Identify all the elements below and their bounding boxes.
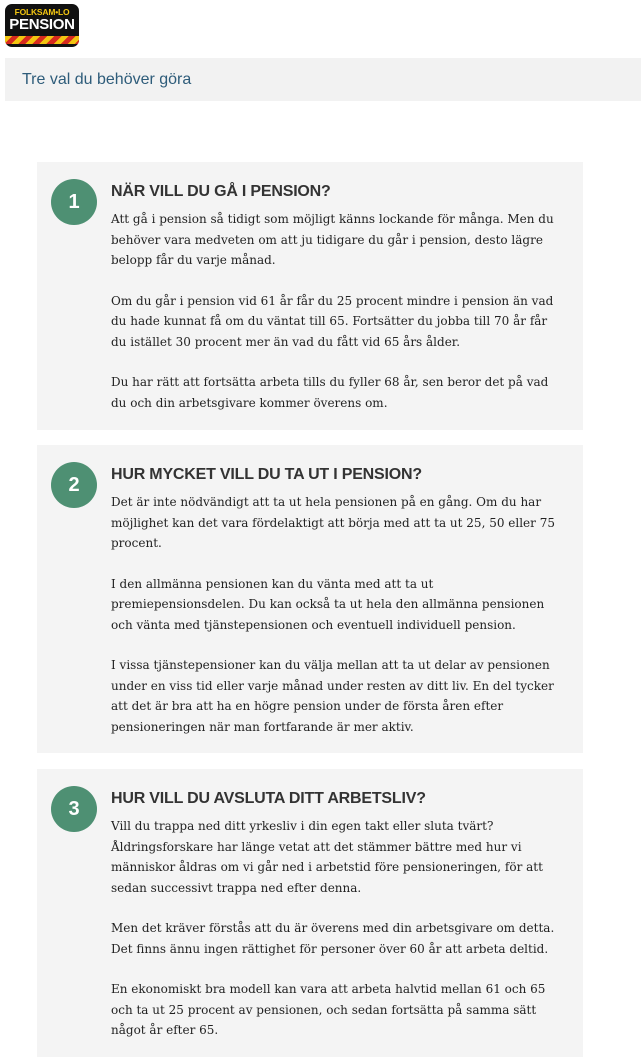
card-body	[111, 181, 563, 413]
card-paragraph: I den allmänna pensionen kan du vänta med att ta ut premiepensionsdelen. Du kan också ta ut hela den allmänna pensionen och vänta med tjänstepensionen och eventuell individuell pension.	[111, 576, 545, 632]
step-number-badge: 1	[51, 179, 97, 225]
choice-card-3	[37, 769, 583, 1057]
logo-main-text: PENSION	[9, 16, 75, 33]
card-paragraph: Att gå i pension så tidigt som möjligt känns lockande för många. Men du behöver vara medveten om att ju tidigare du går i pension, desto lägre belopp får du varje månad.	[111, 212, 554, 267]
card-paragraph: En ekonomiskt bra modell kan vara att arbeta halvtid mellan 61 och 65 och ta ut 25 procent av pensionen, och sedan fortsätta på samma sätt något år efter 65.	[111, 982, 546, 1037]
card-paragraph: Det är inte nödvändigt att ta ut hela pensionen på en gång. Om du har möjlighet kan det vara fördelaktigt att börja med att ta ut 25, 50 eller 75 procent.	[111, 495, 555, 550]
choice-card-1	[37, 162, 583, 430]
step-number-badge: 2	[51, 462, 97, 508]
section-header	[5, 58, 641, 101]
card-paragraph: Vill du trappa ned ditt yrkesliv i din egen takt eller sluta tvärt? Åldringsforskare har länge vetat att det stämmer bättre med hur vi människor åldras om vi går ned i arbetstid före pensioneringen, för att sedan successivt trappa ned efter denna.	[111, 819, 543, 895]
card-title: NÄR VILL DU GÅ I PENSION?	[111, 183, 331, 200]
card-paragraph: Men det kräver förstås att du är överens med din arbetsgivare om detta. Det finns ännu ingen rättighet för personer över 60 år att arbeta deltid.	[111, 921, 555, 956]
folksam-lo-pension-logo[interactable]	[5, 4, 79, 47]
choice-card-2	[37, 445, 583, 753]
logo-top-text: FOLKSAM•LO	[14, 7, 70, 17]
card-body	[111, 464, 563, 737]
logo-stripes	[5, 36, 79, 44]
card-paragraph: Om du går i pension vid 61 år får du 25 procent mindre i pension än vad du hade kunnat få om du väntat till 65. Fortsätter du jobba till 70 år får du istället 30 procent mer än vad du fått vid 65 års ålder.	[111, 293, 554, 349]
card-title: HUR MYCKET VILL DU TA UT I PENSION?	[111, 466, 422, 483]
card-paragraph: Du har rätt att fortsätta arbeta tills du fyller 68 år, sen beror det på vad du och din arbetsgivare kommer överens om.	[111, 375, 549, 410]
card-body	[111, 788, 563, 1041]
card-paragraph: I vissa tjänstepensioner kan du välja mellan att ta ut delar av pensionen under en viss tid eller varje månad under resten av ditt liv. En del tycker att det är bra att ha en högre pension under de första åren efter pensioneringen när man fortfarande är mer aktiv.	[111, 658, 554, 734]
card-title: HUR VILL DU AVSLUTA DITT ARBETSLIV?	[111, 790, 426, 807]
page-title: Tre val du behöver göra	[22, 71, 192, 88]
step-number-badge: 3	[51, 786, 97, 832]
